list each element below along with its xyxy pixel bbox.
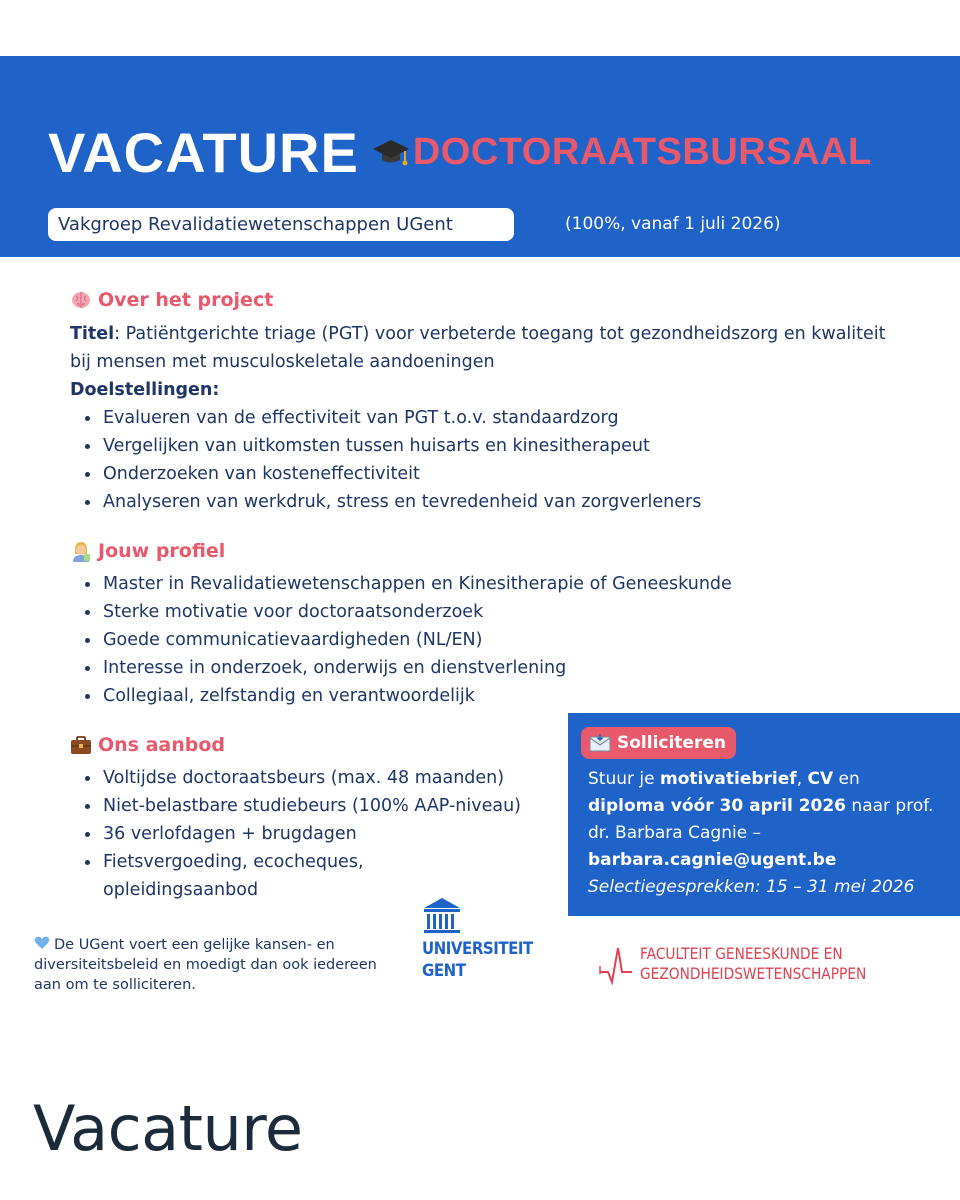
list-item: Voltijdse doctoraatsbeurs (max. 48 maanden) bbox=[70, 764, 400, 792]
offer-heading-label: Ons aanbod bbox=[98, 734, 226, 756]
list-item: Vergelijken van uitkomsten tussen huisarts en kinesitherapeut bbox=[70, 432, 701, 460]
goals-label: Doelstellingen: bbox=[70, 380, 220, 400]
list-item: 36 verlofdagen + brugdagen bbox=[70, 820, 400, 848]
page-subtitle: DOCTORAATSBURSAAL bbox=[412, 130, 872, 173]
apply-text-part: Stuur je bbox=[588, 769, 660, 789]
apply-motivation-letter: motivatiebrief bbox=[659, 769, 797, 789]
department-pill: Vakgroep Revalidatiewetenschappen UGent bbox=[48, 208, 514, 241]
apply-heading bbox=[581, 727, 736, 759]
list-item: Goede communicatievaardigheden (NL/EN) bbox=[70, 626, 732, 654]
apply-box bbox=[568, 713, 960, 916]
ugent-line-1: UNIVERSITEIT bbox=[422, 939, 533, 959]
heart-icon bbox=[34, 936, 50, 950]
diversity-note bbox=[34, 935, 384, 995]
profile-heading-label: Jouw profiel bbox=[98, 540, 226, 562]
apply-text-part: , bbox=[796, 769, 808, 789]
list-item: Niet-belastbare studiebeurs (100% AAP-niveau) bbox=[70, 792, 400, 820]
heartbeat-icon bbox=[598, 944, 634, 986]
page-title: VACATURE bbox=[48, 120, 359, 184]
project-heading-label: Over het project bbox=[98, 289, 274, 311]
list-item: Sterke motivatie voor doctoraatsonderzoek bbox=[70, 598, 732, 626]
list-item: Fietsvergoeding, ecocheques, opleidingsaanbod bbox=[70, 848, 400, 904]
list-item: Evalueren van de effectiviteit van PGT t.o.v. standaardzorg bbox=[70, 404, 701, 432]
scientist-icon bbox=[70, 540, 92, 562]
ugent-logo-text bbox=[422, 938, 533, 982]
faculty-line-2: GEZONDHEIDSWETENSCHAPPEN bbox=[640, 964, 867, 983]
profile-list bbox=[70, 570, 732, 710]
apply-cv: CV bbox=[807, 769, 834, 789]
apply-text-part: en bbox=[833, 769, 860, 789]
profile-heading bbox=[70, 540, 225, 562]
title-row bbox=[48, 120, 872, 184]
apply-email-link[interactable]: barbara.cagnie@ugent.be bbox=[588, 850, 837, 870]
list-item: Onderzoeken van kosteneffectiviteit bbox=[70, 460, 701, 488]
offer-list bbox=[70, 764, 522, 904]
position-note: (100%, vanaf 1 juli 2026) bbox=[565, 214, 781, 234]
project-title-text: : Patiëntgerichte triage (PGT) voor verbeterde toegang tot gezondheidszorg en kwaliteit bij mensen met musculoskeletale aandoeningen bbox=[70, 324, 886, 372]
apply-deadline: diploma vóór 30 april 2026 bbox=[588, 796, 847, 816]
diversity-text: De UGent voert een gelijke kansen- en diversiteitsbeleid en moedigt dan ook iedereen aan om te solliciteren. bbox=[34, 937, 377, 993]
ugent-line-2: GENT bbox=[422, 961, 466, 981]
list-item: Analyseren van werkdruk, stress en tevredenheid van zorgverleners bbox=[70, 488, 701, 516]
list-item: Interesse in onderzoek, onderwijs en dienstverlening bbox=[70, 654, 732, 682]
briefcase-icon bbox=[70, 734, 92, 756]
goals-list bbox=[70, 404, 701, 516]
envelope-icon bbox=[589, 734, 611, 752]
offer-heading bbox=[70, 734, 225, 756]
graduation-cap-icon bbox=[371, 132, 411, 172]
apply-interviews: Selectiegesprekken: 15 – 31 mei 2026 bbox=[588, 877, 915, 897]
project-title bbox=[70, 320, 900, 376]
list-item: Master in Revalidatiewetenschappen en Kinesitherapie of Geneeskunde bbox=[70, 570, 732, 598]
project-heading bbox=[70, 289, 273, 311]
apply-text-part: naar prof. dr. Barbara Cagnie – bbox=[588, 796, 934, 843]
apply-heading-label: Solliciteren bbox=[617, 733, 726, 753]
apply-text bbox=[588, 766, 954, 901]
brain-icon bbox=[70, 289, 92, 311]
list-item: Collegiaal, zelfstandig en verantwoordelijk bbox=[70, 682, 732, 710]
faculty-logo-text bbox=[640, 944, 866, 984]
project-title-label: Titel bbox=[70, 324, 115, 344]
footer-wordmark: Vacature bbox=[33, 1092, 303, 1165]
faculty-line-1: FACULTEIT GENEESKUNDE EN bbox=[640, 944, 843, 963]
